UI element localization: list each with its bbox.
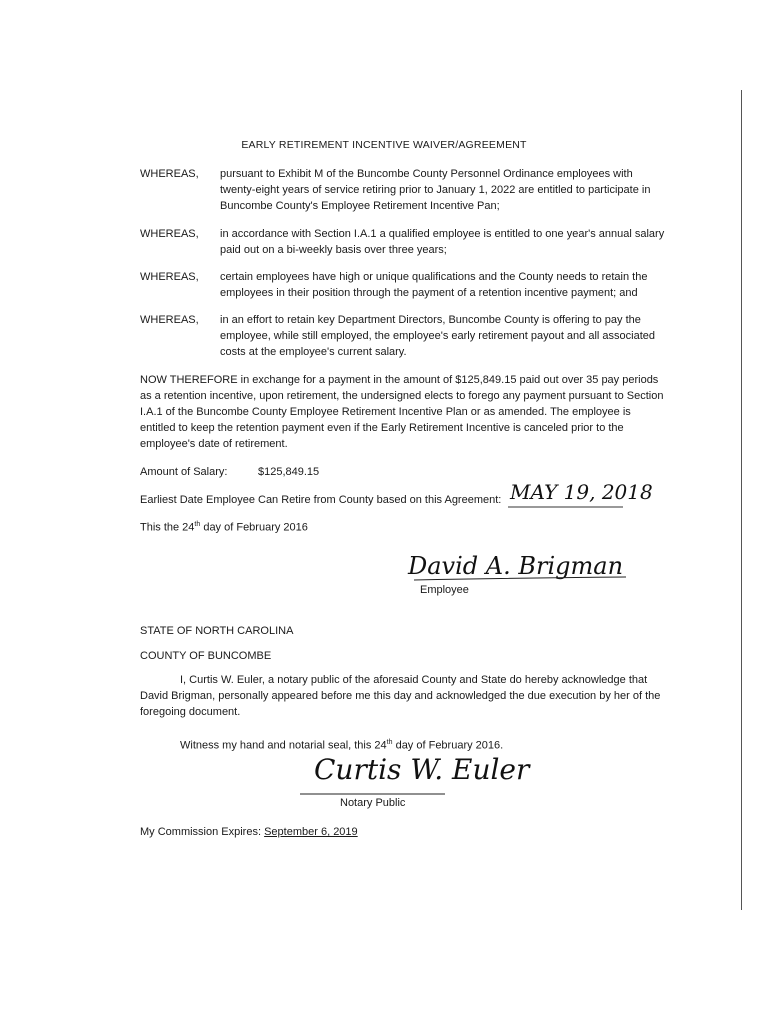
whereas-text: pursuant to Exhibit M of the Buncombe County Personnel Ordinance employees with twenty-eight years of service retiring prior to January 1, 2022 are entitled to participate in Buncombe County's Employee Retirement Incentive Pan; [220, 168, 651, 212]
notary-acknowledgement: I, Curtis W. Euler, a notary public of the aforesaid County and State do hereby acknowledge that David Brigman, personally appeared before me this day and acknowledged the due execution by her of the foregoing document. [140, 674, 661, 718]
salary-value: $125,849.15 [258, 466, 320, 478]
salary-label: Amount of Salary: [140, 466, 228, 478]
notary-signature: Curtis W. Euler [314, 753, 530, 786]
witness-line [180, 735, 503, 754]
scan-edge-line [741, 90, 742, 910]
notary-label: Notary Public [340, 797, 406, 809]
employee-signature: David A. Brigman [408, 552, 624, 580]
whereas-label: WHEREAS, [140, 228, 199, 240]
whereas-label: WHEREAS, [140, 168, 199, 180]
whereas-label: WHEREAS, [140, 314, 199, 326]
dated-sup: th [194, 521, 201, 528]
earliest-date-label: Earliest Date Employee Can Retire from County based on this Agreement: [140, 494, 502, 506]
county-heading: COUNTY OF BUNCOMBE [140, 650, 272, 662]
state-heading: STATE OF NORTH CAROLINA [140, 625, 294, 637]
earliest-date-underline [508, 505, 628, 509]
document-title: EARLY RETIREMENT INCENTIVE WAIVER/AGREEMENT [241, 139, 527, 151]
whereas-text: certain employees have high or unique qualifications and the County needs to retain the employees in their position through the payment of a retention incentive payment; and [220, 271, 648, 299]
witness-suffix: day of February 2016. [392, 739, 504, 752]
dated-prefix: This the 24 [140, 521, 195, 534]
whereas-text: in an effort to retain key Department Directors, Buncombe County is offering to pay the employee, while still employed, the employee's early retirement payout and all associated costs at the employee's current salary. [220, 314, 655, 358]
dated-line [140, 517, 308, 536]
witness-sup: th [386, 739, 393, 746]
dated-suffix: day of February 2016 [200, 521, 308, 534]
commission-date: September 6, 2019 [264, 826, 358, 838]
commission-line [140, 824, 358, 840]
commission-label: My Commission Expires: [140, 826, 262, 838]
earliest-date-handwritten: MAY 19, 2018 [510, 480, 653, 504]
whereas-label: WHEREAS, [140, 271, 199, 283]
employee-label: Employee [420, 584, 469, 596]
whereas-text: in accordance with Section I.A.1 a qualified employee is entitled to one year's annual salary paid out on a bi-weekly basis over three years; [220, 228, 665, 256]
witness-prefix: Witness my hand and notarial seal, this 24 [180, 739, 387, 752]
now-therefore-paragraph: NOW THEREFORE in exchange for a payment in the amount of $125,849.15 paid out over 35 pay periods as a retention incentive, upon retirement, the undersigned elects to forego any payment pursuant to Section I.A.1 of the Buncombe County Employee Retirement Incentive Plan or as amended. The employee is entitled to keep the retention payment even if the Early Retirement Incentive is canceled prior to the employee's date of retirement. [140, 374, 664, 450]
